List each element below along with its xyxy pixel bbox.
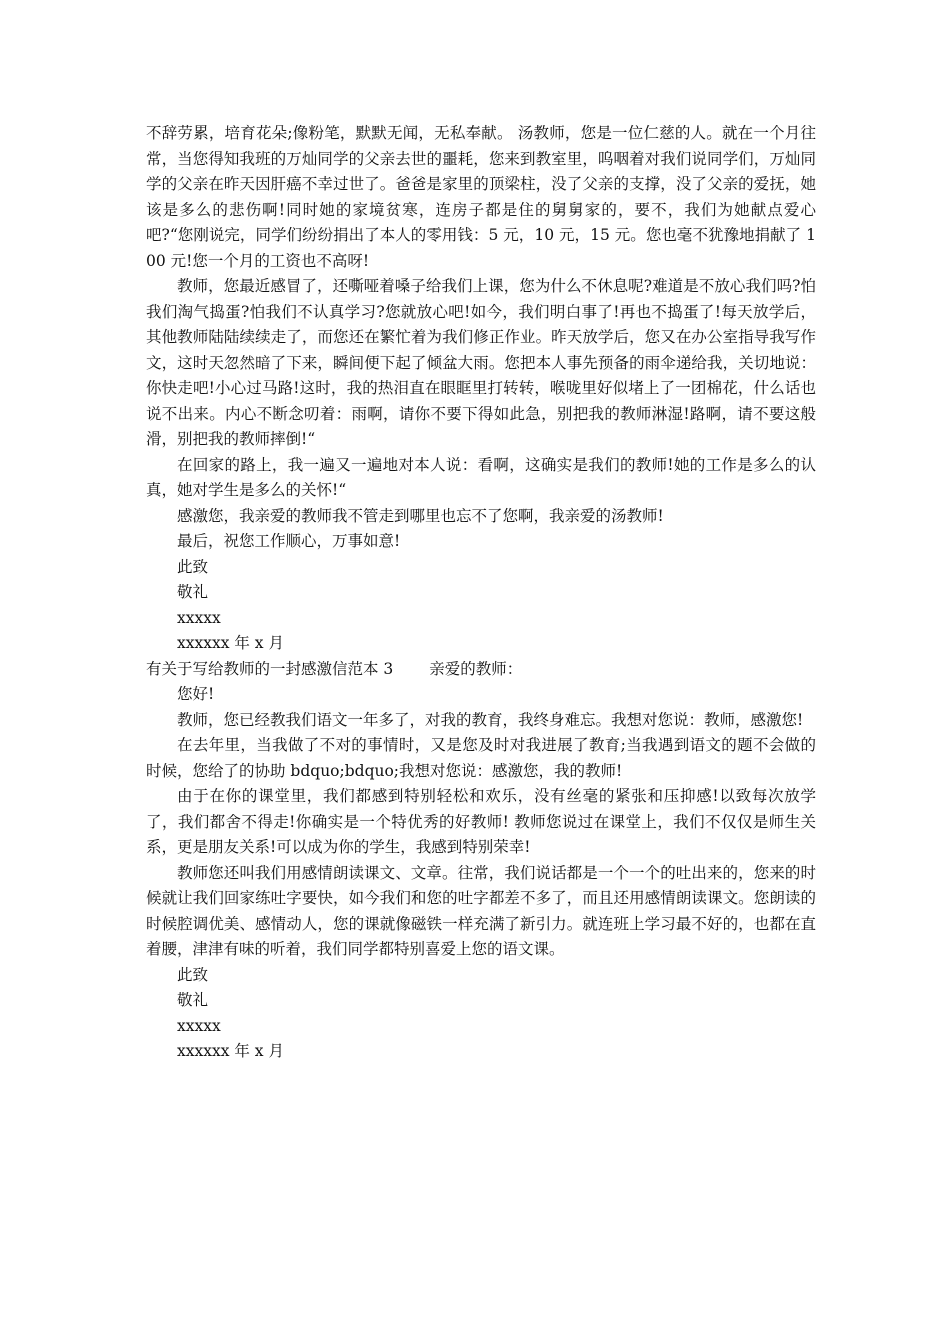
paragraph: 感激您，我亲爱的教师我不管走到哪里也忘不了您啊，我亲爱的汤教师!: [177, 506, 664, 525]
closing-line: 此致: [177, 965, 209, 984]
salutation: 亲爱的教师：: [429, 659, 523, 678]
signature: xxxxx: [177, 608, 221, 627]
section-title: 有关于写给教师的一封感激信范本 3: [146, 659, 394, 678]
closing-line: 此致: [177, 557, 209, 576]
closing-line: 敬礼: [177, 583, 209, 601]
date-line: xxxxxx 年 x 月: [177, 634, 284, 652]
date-line: xxxxxx 年 x 月: [177, 1042, 284, 1060]
paragraph: 教师您还叫我们用感情朗读课文、文章。往常，我们说话都是一个一个的吐出来的，您来的时候就让我们回家练吐字要快，如今我们和您的吐字都差不多了，而且还用感情朗读课文。您朗读的时候腔调优美、感情动人，您的课就像磁铁一样充满了新引力。就连班上学习最不好的，也都在直着腰，津津有味的听着，我们同学都特别喜爱上您的语文课。: [146, 863, 816, 958]
signature: xxxxx: [177, 1016, 221, 1035]
paragraph: 教师，您最近感冒了，还嘶哑着嗓子给我们上课，您为什么不休息呢?难道是不放心我们吗?怕我们淘气捣蛋?怕我们不认真学习?您就放心吧!如今，我们明白事了!再也不捣蛋了!每天放学后，其他教师陆陆续续走了，而您还在繁忙着为我们修正作业。昨天放学后，您又在办公室指导我写作文，这时天忽然暗了下来，瞬间便下起了倾盆大雨。您把本人事先预备的雨伞递给我，关切地说：你快走吧!小心过马路!这时，我的热泪直在眼眶里打转转，喉咙里好似堵上了一团棉花，什么话也说不出来。内心不断念叨着：雨啊，请你不要下得如此急，别把我的教师淋湿!路啊，请不要这般滑，别把我的教师摔倒!“: [146, 277, 816, 448]
paragraph: 由于在你的课堂里，我们都感到特别轻松和欢乐，没有丝毫的紧张和压抑感!以致每次放学了，我们都舍不得走!你确实是一个特优秀的好教师! 教师您说过在课堂上，我们不仅仅是师生关系，更是朋友关系!可以成为你的学生，我感到特别荣幸!: [146, 787, 816, 856]
paragraph: 教师，您已经教我们语文一年多了，对我的教育，我终身难忘。我想对您说：教师，感激您!: [177, 710, 804, 729]
closing-line: 敬礼: [177, 991, 209, 1009]
paragraph: 最后，祝您工作顺心，万事如意!: [177, 532, 401, 550]
paragraph: 不辞劳累，培育花朵;像粉笔，默默无闻，无私奉献。 汤教师，您是一位仁慈的人。就在一个月往常，当您得知我班的万灿同学的父亲去世的噩耗，您来到教室里，呜咽着对我们说同学们，万灿同学的父亲在昨天因肝癌不幸过世了。爸爸是家里的顶梁柱，没了父亲的支撑，没了父亲的爱抚，她该是多么的悲伤啊!同时她的家境贫寒，连房子都是住的舅舅家的，要不，我们为她献点爱心吧?“您刚说完，同学们纷纷捐出了本人的零用钱：5 元，10 元，15 元。您也毫不犹豫地捐献了 100 元!您一个月的工资也不高呀!: [146, 124, 816, 270]
letter-document: [146, 121, 816, 1065]
paragraph: 在去年里，当我做了不对的事情时，又是您及时对我进展了教育;当我遇到语文的题不会做的时候，您给了的协助 bdquo;bdquo;我想对您说：感激您，我的教师!: [146, 736, 816, 780]
greeting: 您好!: [177, 685, 215, 703]
paragraph: 在回家的路上，我一遍又一遍地对本人说：看啊，这确实是我们的教师!她的工作是多么的认真，她对学生是多么的关怀!“: [146, 455, 816, 499]
section-heading: [146, 657, 816, 683]
